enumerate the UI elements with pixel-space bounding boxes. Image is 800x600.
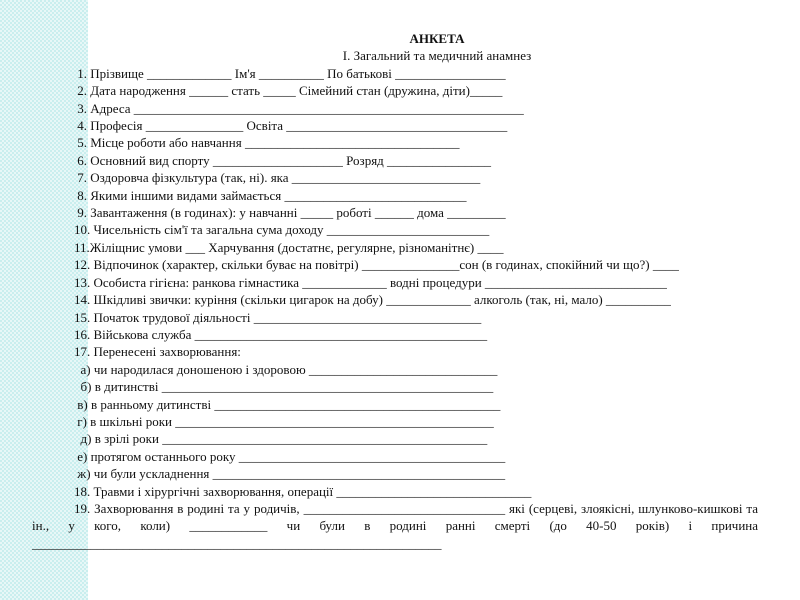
- question-17g: г) в шкільні роки _________________________________________________: [74, 413, 494, 429]
- question-10: 10. Чисельність сім'ї та загальна сума доходу _________________________: [74, 222, 490, 238]
- question-5: 5. Місце роботи або навчання _________________________________: [74, 135, 460, 151]
- question-7: 7. Оздоровча фізкультура (так, ні). яка _____________________________: [74, 170, 481, 186]
- question-1: 1. Прізвище _____________ Ім'я __________ По батькові _________________: [74, 65, 506, 81]
- question-3: 3. Адреса ____________________________________________________________: [74, 100, 524, 116]
- question-17b: б) в дитинстві ___________________________________________________: [74, 379, 494, 395]
- question-2: 2. Дата народження ______ стать _____ Сімейний стан (дружина, діти)_____: [74, 83, 503, 99]
- question-12: 12. Відпочинок (характер, скільки буває на повітрі) _______________сон (в годинах, спокійний чи що?) ____: [74, 257, 679, 273]
- questionnaire-document: [32, 30, 758, 552]
- question-4: 4. Професія _______________ Освіта __________________________________: [74, 118, 508, 134]
- question-17: 17. Перенесені захворювання:: [74, 344, 241, 360]
- question-18: 18. Травми і хірургічні захворювання, операції ______________________________: [74, 483, 532, 499]
- question-6: 6. Основний вид спорту ____________________ Розряд ________________: [74, 152, 492, 168]
- question-13: 13. Особиста гігієна: ранкова гімнастика _____________ водні процедури ____________________________: [74, 274, 667, 290]
- question-15: 15. Початок трудової діяльності ___________________________________: [74, 309, 482, 325]
- question-19-answer-line: _______________________________________________________________: [32, 535, 442, 551]
- question-17v: в) в ранньому дитинстві ____________________________________________: [74, 396, 501, 412]
- question-11: 11.Жіліщнис умови ___ Харчування (достатнє, регулярне, різноманітнє) ____: [74, 239, 504, 255]
- question-17d: д) в зрілі роки __________________________________________________: [74, 431, 488, 447]
- question-14: 14. Шкідливі звички: куріння (скільки цигарок на добу) _____________ алкоголь (так, ні, мало) __________: [74, 292, 671, 308]
- question-16: 16. Військова служба _____________________________________________: [74, 326, 488, 342]
- question-8: 8. Якими іншими видами займається ____________________________: [74, 187, 467, 203]
- question-19: 19. Захворювання в родині та у родичів, _______________________________ які (серцеві, злоякісні, шлунково-кишкові та ін., у кого, коли) ____________ чи були в родині ранні смерті (до 40-50 років) і причина: [32, 500, 758, 534]
- section-heading: І. Загальний та медичний анамнез: [342, 48, 532, 64]
- question-17e: е) протягом останнього року _________________________________________: [74, 448, 506, 464]
- document-title: АНКЕТА: [409, 31, 465, 46]
- question-17zh: ж) чи були ускладнення _____________________________________________: [74, 466, 506, 482]
- question-17a: а) чи народилася доношеною і здоровою _____________________________: [74, 361, 498, 377]
- question-9: 9. Завантаження (в годинах): у навчанні _____ роботі ______ дома _________: [74, 205, 506, 221]
